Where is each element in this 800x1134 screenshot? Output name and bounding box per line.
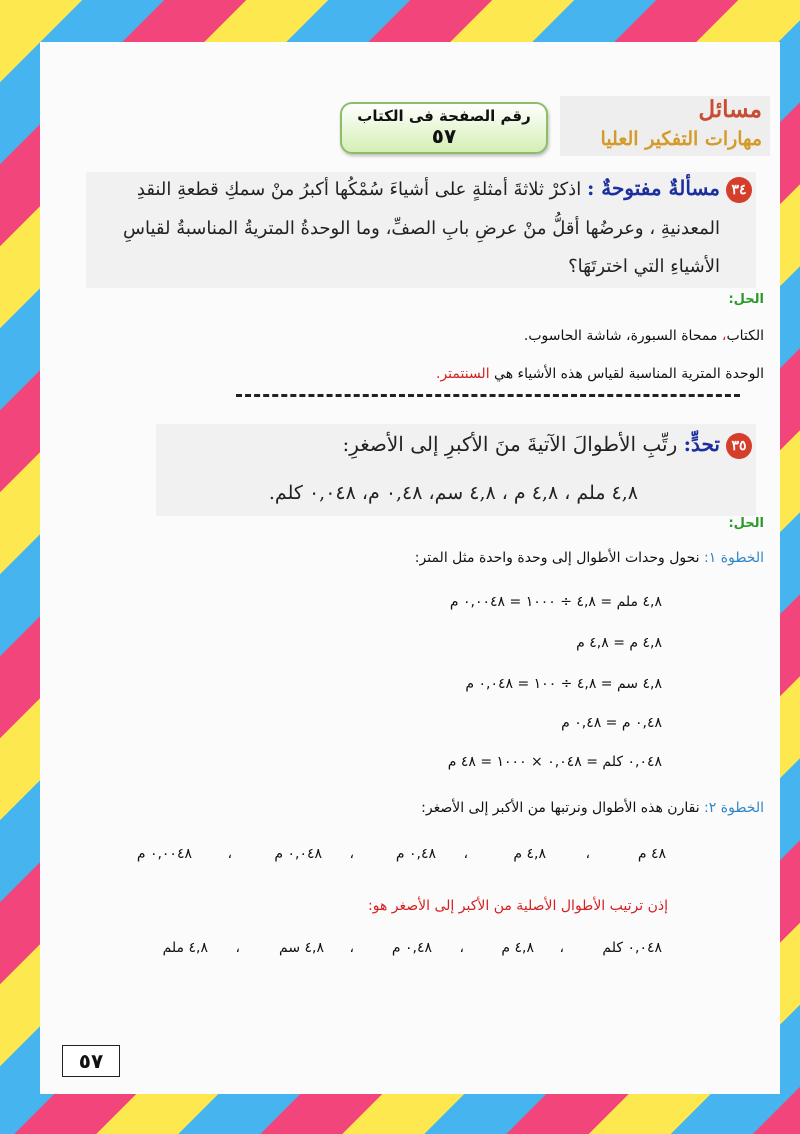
answer-comma: ،	[721, 328, 727, 344]
ordered-meter-sep: ،	[349, 846, 354, 862]
ordered-original-item: ٠,٠٤٨ كلم	[602, 940, 662, 956]
ordered-meter-item: ٤,٨ م	[513, 846, 546, 862]
q35-title: تحدٍّ:	[683, 432, 720, 456]
step1-text: نحول وحدات الأطوال إلى وحدة واحدة مثل المتر:	[414, 550, 705, 566]
conversion-row: ٠,٠٤٨ كلم = ٠,٠٤٨ × ١٠٠٠ = ٤٨ م	[447, 754, 662, 770]
q35-lengths: ٤,٨ ملم ، ٤,٨ م ، ٤,٨ سم، ٠,٤٨ م، ٠,٠٤٨ كلم.	[268, 482, 638, 504]
ordered-original-sep: ،	[235, 940, 240, 956]
q35-number-badge: ٣٥	[726, 433, 752, 459]
ordered-original-sep: ،	[459, 940, 464, 956]
q34-text-line1: اذكرْ ثلاثةَ أمثلةٍ على أشياءَ سُمْكُها أكبرُ منْ سمكِ قطعةِ النقدِ	[136, 179, 582, 200]
conclusion: إذن ترتيب الأطوال الأصلية من الأكبر إلى الأصغر هو:	[368, 898, 668, 914]
q34-text-line2: المعدنيةِ ، وعرضُها أقلُّ منْ عرضِ بابِ الصفِّ، وما الوحدةُ المتريةُ المناسبةُ لقياسِ	[123, 218, 720, 239]
answer-rest: ممحاة السبورة، شاشة الحاسوب.	[523, 328, 722, 344]
ordered-meter-sep: ،	[227, 846, 232, 862]
q34-number-badge: ٣٤	[726, 177, 752, 203]
ordered-original-item: ٤,٨ سم	[279, 940, 324, 956]
ordered-original-item: ٤,٨ ملم	[162, 940, 208, 956]
conversion-row: ٠,٤٨ م = ٠,٤٨ م	[561, 715, 662, 731]
ordered-meter-item: ٠,٠٤٨ م	[274, 846, 322, 862]
ordered-meter-item: ٠,٠٠٤٨ م	[136, 846, 192, 862]
ordered-meter-sep: ،	[585, 846, 590, 862]
q35-text: رتِّبِ الأطوالَ الآتيةَ منَ الأكبرِ إلى الأصغرِ:	[342, 432, 678, 456]
step1	[415, 550, 764, 566]
book-page-number: ٥٧	[431, 124, 457, 148]
section-divider	[236, 394, 740, 397]
page-number: ٥٧	[62, 1045, 120, 1077]
answer-unit-text: الوحدة المترية المناسبة لقياس هذه الأشياء هي	[489, 366, 764, 382]
q34-solution-label: الحل:	[728, 292, 764, 307]
q34-answer-unit	[436, 366, 764, 382]
ordered-meter-item: ٤٨ م	[637, 846, 666, 862]
worksheet-page	[40, 42, 780, 1094]
q34-line1	[137, 176, 752, 203]
q35-line1	[343, 432, 753, 459]
book-page-label: رقم الصفحة فى الكتاب	[357, 107, 531, 125]
answer-unit-name: السنتمتر	[440, 366, 490, 382]
ordered-original-item: ٠,٤٨ م	[391, 940, 432, 956]
header-title: مسائل	[698, 96, 762, 123]
header-subtitle: مهارات التفكير العليا	[600, 128, 762, 150]
conversion-row: ٤,٨ م = ٤,٨ م	[576, 635, 662, 651]
step2	[421, 800, 764, 816]
answer-book: الكتاب	[726, 328, 764, 344]
ordered-original-sep: ،	[349, 940, 354, 956]
q34-text-line3: الأشياءِ التي اخترتَهَا؟	[568, 256, 720, 277]
ordered-original-sep: ،	[559, 940, 564, 956]
q34-title: مسألةٌ مفتوحةٌ :	[586, 176, 720, 200]
ordered-meter-item: ٠,٤٨ م	[395, 846, 436, 862]
ordered-original-item: ٤,٨ م	[501, 940, 534, 956]
q35-solution-label: الحل:	[728, 516, 764, 531]
answer-unit-end: .	[436, 366, 441, 382]
book-page-box	[340, 102, 548, 154]
ordered-meter-sep: ،	[463, 846, 468, 862]
conversion-row: ٤,٨ ملم = ٤,٨ ÷ ١٠٠٠ = ٠,٠٠٤٨ م	[449, 594, 662, 610]
step2-label: الخطوة ٢:	[704, 800, 764, 816]
step1-label: الخطوة ١:	[704, 550, 764, 566]
step2-text: نقارن هذه الأطوال ونرتبها من الأكبر إلى الأصغر:	[421, 800, 705, 816]
q34-answer-objects	[524, 328, 764, 344]
conversion-row: ٤,٨ سم = ٤,٨ ÷ ١٠٠ = ٠,٠٤٨ م	[465, 676, 662, 692]
